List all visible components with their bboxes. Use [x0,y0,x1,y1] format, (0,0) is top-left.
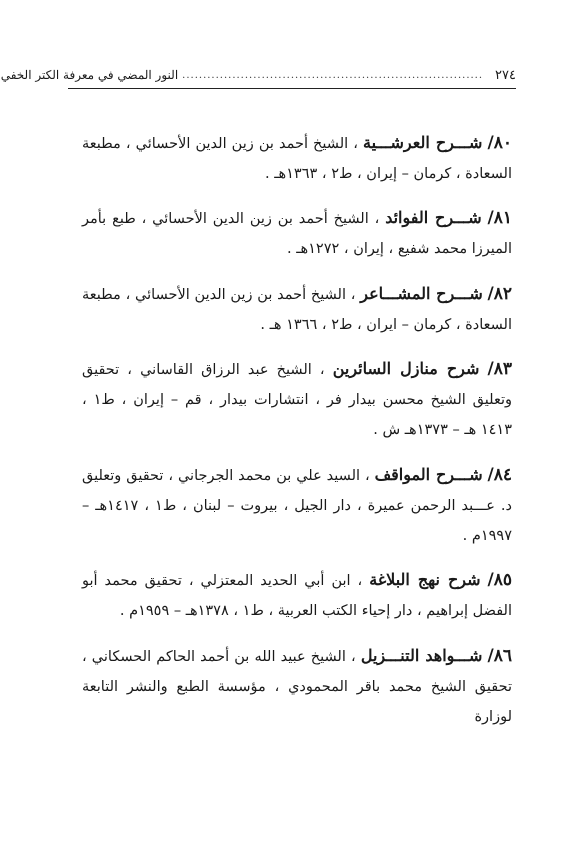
entry-title: شرح منازل السائرين [332,359,480,378]
entry-number: ٨٠/ [487,132,513,153]
entry-details: ، الشيخ أحمد بن زين الدين الأحسائي ، مطبعة السعادة ، كرمان – إيران ، ط٢ ، ١٣٦٣هـ . [82,135,512,182]
bibliography-entry-80 [82,128,512,189]
entry-title: شـــرح العرشـــية [363,132,483,152]
bibliography-entry-86 [82,641,512,732]
entry-title: شـــرح المشـــاعر [360,283,483,303]
running-title: النور المضي في معرفة الكتر الخفي [0,68,179,82]
entry-details: ، الشيخ أحمد بن زين الدين الأحسائي ، طبع بأمر الميرزا محمد شفيع ، إيران ، ١٢٧٢هـ . [82,211,512,257]
entry-title: شرح نهج البلاغة [369,570,481,589]
entry-number: ٨٦/ [487,645,513,666]
bibliography-list [82,113,512,746]
entry-details: ، الشيخ عبيد الله بن أحمد الحاكم الحسكاني ، تحقيق الشيخ محمد باقر المحمودي ، مؤسسة الطبع والنشر التابعة لوزارة [82,648,512,725]
entry-number: ٨٢/ [487,283,513,304]
running-header [0,63,516,87]
entry-number: ٨٥/ [487,570,512,590]
bibliography-entry-82 [82,279,512,340]
entry-details: ، الشيخ أحمد بن زين الدين الأحسائي ، مطبعة السعادة ، كرمان – ايران ، ط٢ ، ١٣٦٦ هـ . [82,286,512,333]
bibliography-entry-84 [82,460,512,551]
header-rule [68,88,516,89]
bibliography-entry-81 [82,203,512,264]
page-number: ٢٧٤ [495,67,516,83]
entry-number: ٨٤/ [487,464,513,485]
entry-title: شـــواهد التنـــزيل [360,645,483,665]
entry-title: شـــرح المواقف [374,464,483,484]
entry-details: ، ابن أبي الحديد المعتزلي ، تحقيق محمد أبو الفضل إبراهيم ، دار إحياء الكتب العربية ، ط١ ، ١٣٧٨هـ – ١٩٥٩م . [82,573,512,619]
entry-number: ٨٣/ [487,359,512,379]
bibliography-entry-83 [82,354,512,445]
entry-number: ٨١/ [487,208,513,228]
header-dot-leader: ........................................................................ [182,69,484,81]
bibliography-entry-85 [82,565,512,626]
entry-details: ، الشيخ عبد الرزاق القاساني ، تحقيق وتعليق الشيخ محسن بيدار فر ، انتشارات بيدار ، قم – إيران ، ط١ ، ١٤١٣ هـ – ١٣٧٣هـ ش . [82,362,512,438]
entry-title: شـــرح الفوائد [385,208,482,227]
entry-details: ، السيد علي بن محمد الجرجاني ، تحقيق وتعليق د. عـــبد الرحمن عميرة ، دار الجيل ، بيروت – لبنان ، ط١ ، ١٤١٧هـ – ١٩٩٧م . [82,467,512,544]
